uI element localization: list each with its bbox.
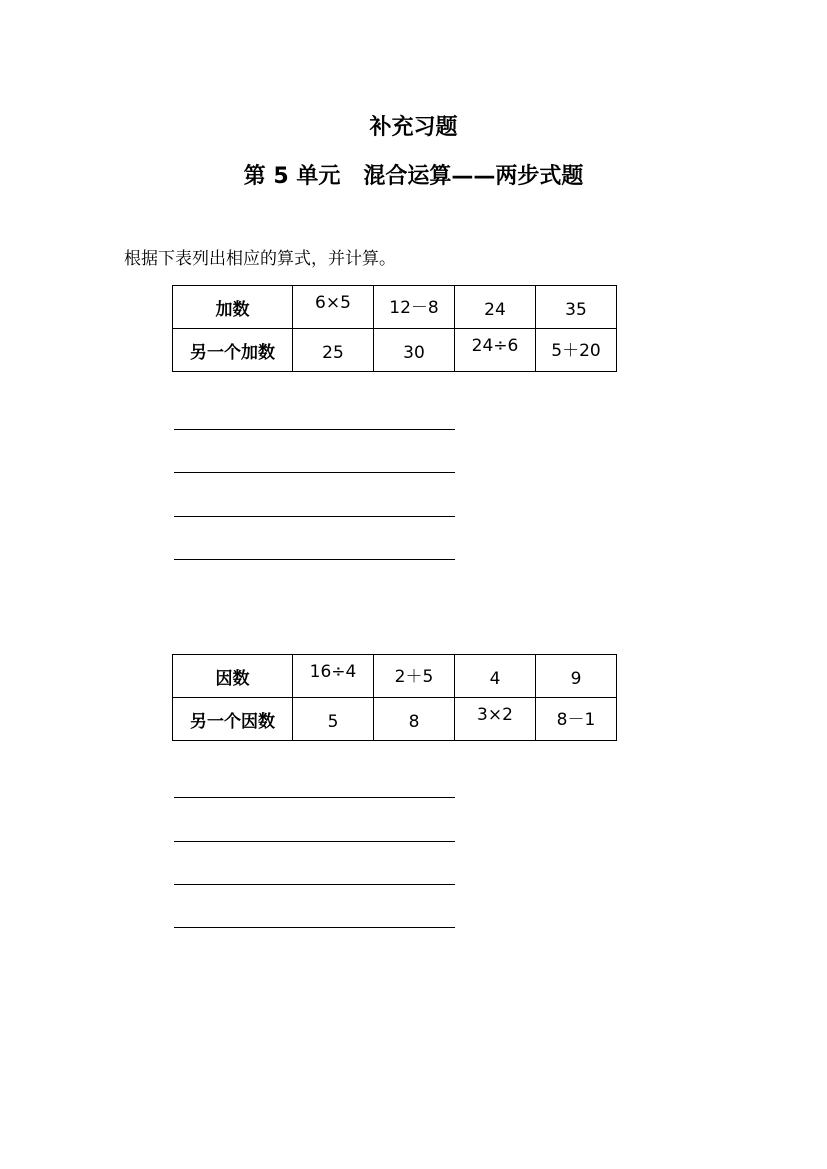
table-cell: 4 bbox=[455, 655, 536, 698]
answer-line[interactable] bbox=[174, 516, 455, 517]
table-cell: 30 bbox=[374, 329, 455, 372]
row-header: 加数 bbox=[173, 286, 293, 329]
row-header: 因数 bbox=[173, 655, 293, 698]
table-cell: 24÷6 bbox=[455, 329, 536, 372]
answer-line[interactable] bbox=[174, 797, 455, 798]
table-cell: 6×5 bbox=[293, 286, 374, 329]
table-cell: 16÷4 bbox=[293, 655, 374, 698]
answer-line[interactable] bbox=[174, 472, 455, 473]
table-cell: 12－8 bbox=[374, 286, 455, 329]
table-cell: 35 bbox=[536, 286, 617, 329]
unit-suffix: 单元 bbox=[296, 164, 341, 189]
unit-label: 第 bbox=[243, 164, 266, 189]
table-cell: 5＋20 bbox=[536, 329, 617, 372]
table-row bbox=[173, 698, 617, 741]
unit-topic: 混合运算——两步式题 bbox=[363, 164, 584, 189]
instruction-text: 根据下表列出相应的算式，并计算。 bbox=[124, 249, 396, 269]
answer-line[interactable] bbox=[174, 559, 455, 560]
row-header: 另一个加数 bbox=[173, 329, 293, 372]
table-cell: 8－1 bbox=[536, 698, 617, 741]
unit-number: 5 bbox=[273, 164, 289, 189]
addend-table bbox=[172, 285, 617, 372]
row-header: 另一个因数 bbox=[173, 698, 293, 741]
answer-line[interactable] bbox=[174, 927, 455, 928]
table-row bbox=[173, 286, 617, 329]
table-cell: 24 bbox=[455, 286, 536, 329]
table-cell: 25 bbox=[293, 329, 374, 372]
table-cell: 9 bbox=[536, 655, 617, 698]
table-cell: 8 bbox=[374, 698, 455, 741]
answer-line[interactable] bbox=[174, 884, 455, 885]
table-cell: 2＋5 bbox=[374, 655, 455, 698]
page-title: 补充习题 bbox=[369, 115, 458, 140]
table-cell: 5 bbox=[293, 698, 374, 741]
unit-title bbox=[0, 159, 827, 190]
answer-line[interactable] bbox=[174, 841, 455, 842]
table-row bbox=[173, 329, 617, 372]
table-row bbox=[173, 655, 617, 698]
table-cell: 3×2 bbox=[455, 698, 536, 741]
factor-table bbox=[172, 654, 617, 741]
answer-line[interactable] bbox=[174, 429, 455, 430]
